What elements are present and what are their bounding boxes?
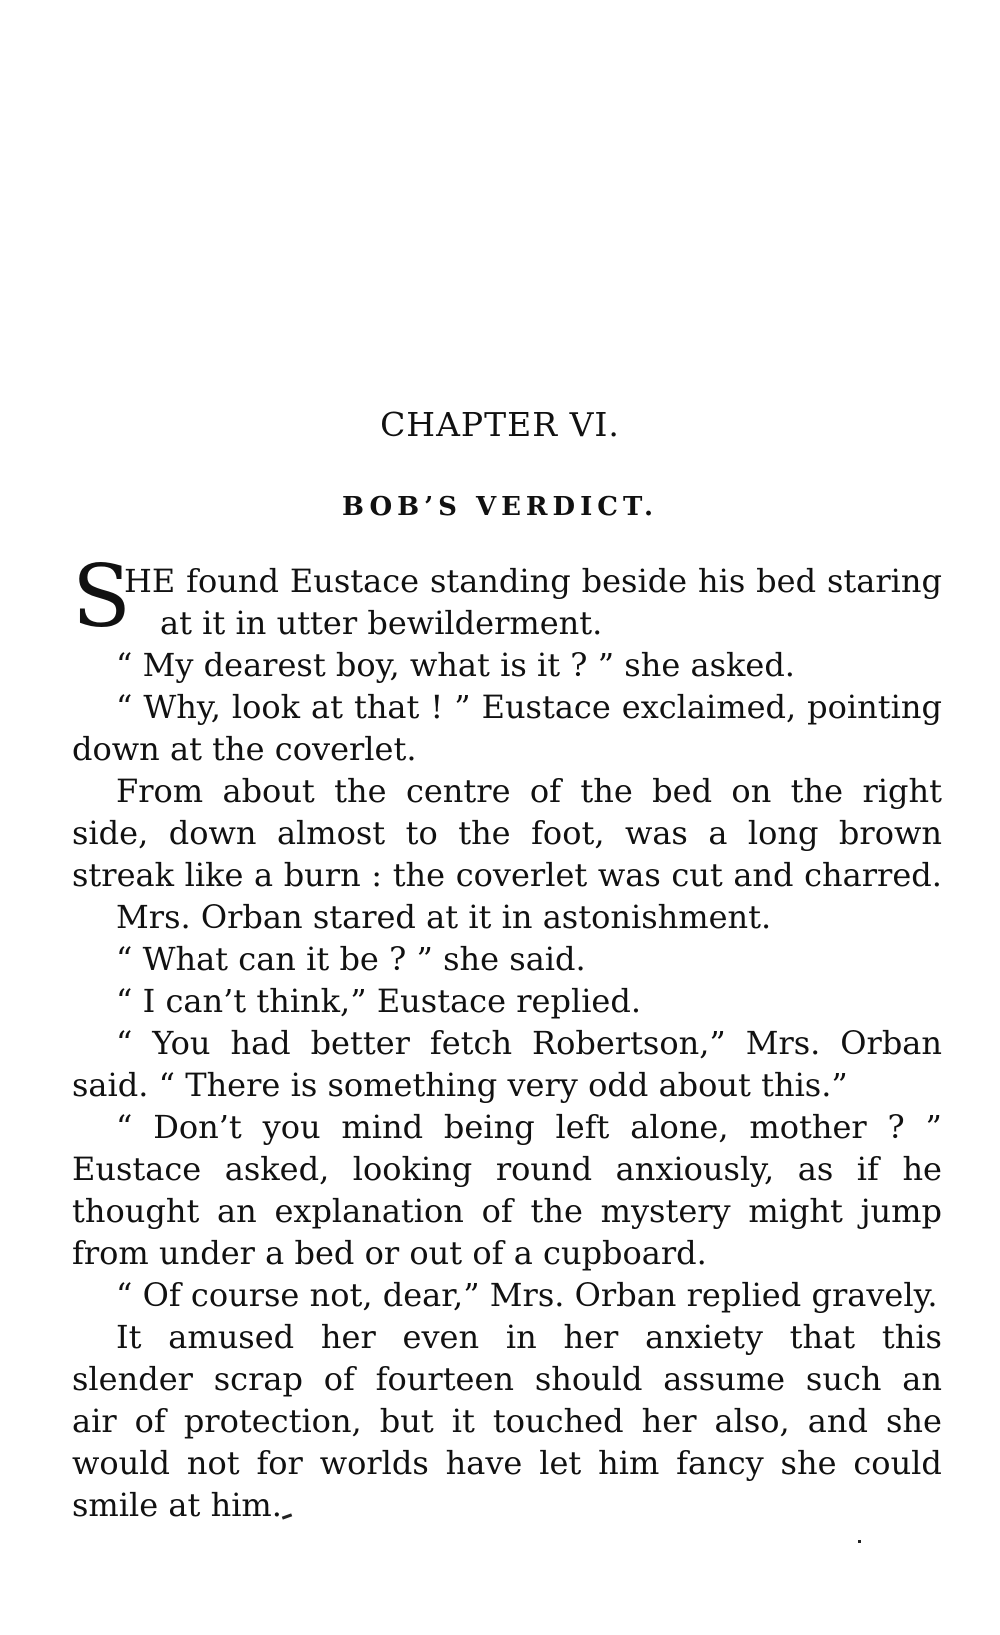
text-line: would not for worlds have let him fancy she could [72,1444,942,1482]
text-line: from under a bed or out of a cupboard. [72,1234,707,1272]
text-line: said. “ There is something very odd about this.” [72,1066,848,1104]
text-line: “ I can’t think,” Eustace replied. [116,982,642,1020]
text-line: “ Why, look at that ! ” Eustace exclaimed, pointing [116,688,942,726]
opening-paragraph [72,547,942,647]
text-line: down at the coverlet. [72,730,417,768]
text-line: “ You had better fetch Robertson,” Mrs. Orban [116,1024,942,1062]
text-line: “ Don’t you mind being left alone, mother ? ” [116,1108,942,1146]
text-line: HE found Eustace standing beside his bed staring [124,562,942,600]
text-line: streak like a burn : the coverlet was cut and charred. [72,856,942,894]
text-line: “ Of course not, dear,” Mrs. Orban replied gravely. [116,1276,938,1314]
text-line: It amused her even in her anxiety that this [116,1318,942,1356]
text-line: “ What can it be ? ” she said. [116,940,586,978]
text-line: air of protection, but it touched her also, and she [72,1402,942,1440]
body-text [72,547,942,1526]
text-line: slender scrap of fourteen should assume such an [72,1360,942,1398]
text-line: smile at him. [72,1486,282,1524]
chapter-title: BOB’S VERDICT. [341,492,658,522]
text-line: “ My dearest boy, what is it ? ” she asked. [116,646,795,684]
ink-speck [858,1540,861,1543]
text-lines [72,644,942,1526]
text-line: Eustace asked, looking round anxiously, as if he [72,1150,942,1188]
text-line: Mrs. Orban stared at it in astonishment. [116,898,772,936]
text-line: at it in utter bewilderment. [160,604,603,642]
text-line: thought an explanation of the mystery might jump [72,1192,942,1230]
text-line: From about the centre of the bed on the right [116,772,942,810]
drop-cap-lines [72,560,942,644]
drop-cap: S [72,547,131,647]
chapter-heading: CHAPTER VI. [380,405,620,444]
text-line: side, down almost to the foot, was a long brown [72,814,942,852]
